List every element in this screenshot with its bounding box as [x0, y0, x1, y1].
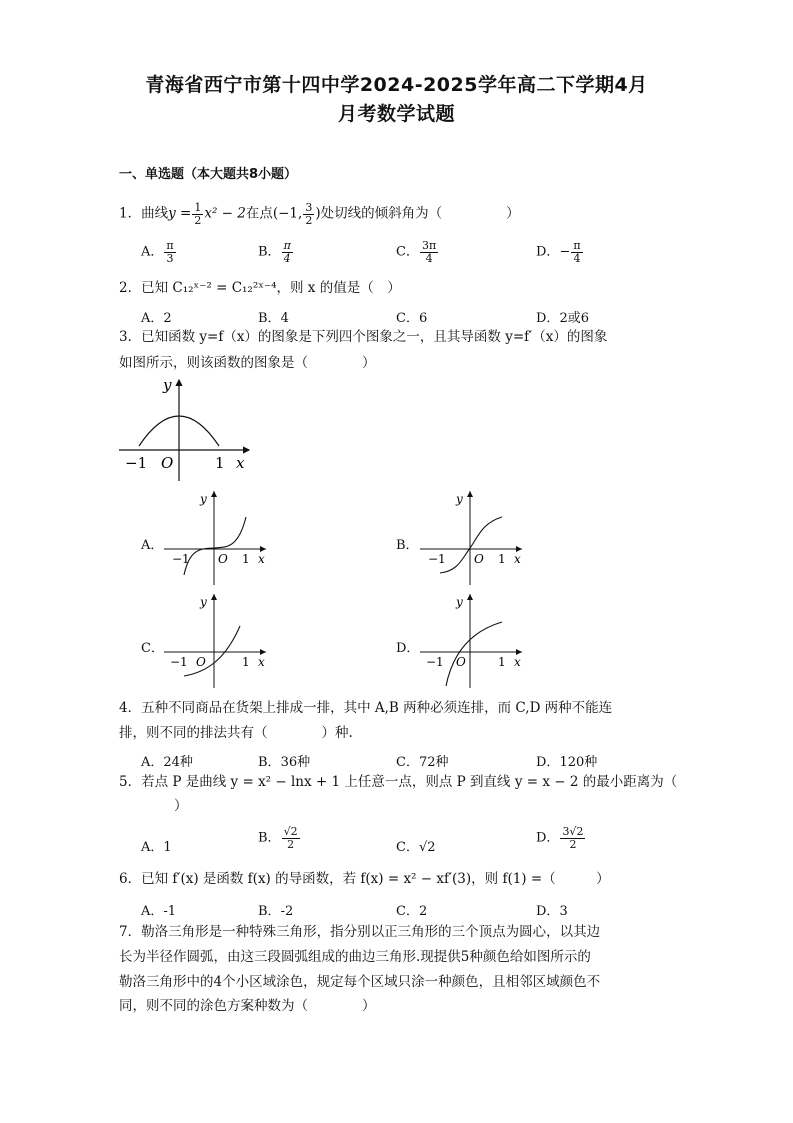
- question-3-line1: 3．已知函数 y=f（x）的图象是下列四个图象之一，且其导函数 y=f′（x）的图象: [119, 329, 608, 345]
- y-label: y: [200, 492, 207, 506]
- question-number: 1．: [119, 205, 142, 222]
- question-3-line2: 如图所示，则该函数的图象是（ ）: [119, 355, 376, 371]
- q6-option-c[interactable]: C．2: [396, 904, 428, 919]
- q1-option-c[interactable]: C． $\frac{3\pi}{4}$: [396, 239, 437, 265]
- question-2: 2．已知 C₁₂ˣ⁻² = C₁₂²ˣ⁻⁴，则 x 的值是（ ）: [119, 280, 401, 296]
- q5-option-d[interactable]: D． $\frac{3√2}{2}$: [536, 825, 584, 851]
- fraction: $\frac{3}{2}$: [305, 201, 313, 227]
- y-label: y: [163, 376, 172, 394]
- fraction: $\frac{1}{2}$: [194, 201, 202, 227]
- question-7-line3: 勒洛三角形中的4个小区域涂色，规定每个区域只涂一种颜色，且相邻区域颜色不: [119, 974, 601, 990]
- graph-option-b[interactable]: [418, 487, 528, 587]
- y-label: y: [456, 492, 463, 506]
- question-7-line4: 同，则不同的涂色方案种数为（ ）: [119, 998, 376, 1014]
- question-4-line2: 排，则不同的排法共有（ ）种.: [119, 725, 353, 741]
- q6-option-d[interactable]: D．3: [536, 904, 568, 919]
- q2-option-d[interactable]: D．2或6: [536, 311, 589, 326]
- question-5-line2: ）: [174, 798, 188, 814]
- q3-option-c[interactable]: C．: [141, 641, 164, 656]
- origin-label: O: [218, 552, 228, 566]
- one-label: 1: [242, 655, 250, 669]
- y-label: y: [200, 595, 207, 609]
- question-5-line1: 5．若点 P 是曲线 y = x² − lnx + 1 上任意一点，则点 P 到直线 y = x − 2 的最小距离为（: [119, 774, 678, 790]
- q5-option-b[interactable]: B． $\frac{√2}{2}$: [258, 825, 298, 851]
- origin-label: O: [474, 552, 484, 566]
- x-label: x: [258, 552, 265, 566]
- q1-option-d[interactable]: D．− $\frac{\pi}{4}$: [536, 239, 581, 265]
- one-label: 1: [215, 454, 225, 472]
- question-6: 6．已知 f′(x) 是函数 f(x) 的导函数，若 f(x) = x² − xf′(3)，则 f(1) =（ ）: [119, 871, 610, 887]
- y-label: y: [456, 595, 463, 609]
- graph-option-d[interactable]: [418, 590, 528, 690]
- q4-option-b[interactable]: B．36种: [258, 755, 311, 770]
- graph-option-c[interactable]: [162, 590, 272, 690]
- one-label: 1: [498, 552, 506, 566]
- q2-option-b[interactable]: B．4: [258, 311, 289, 326]
- q4-option-d[interactable]: D．120种: [536, 755, 598, 770]
- question-1: 1．曲线y = $\frac{1}{2}$ x² − 2在点(−1, $\frac{3}{2}$ )处切线的倾斜角为（ ）: [119, 201, 520, 227]
- section-heading: 一、单选题（本大题共8小题）: [119, 167, 298, 182]
- x-label: x: [514, 655, 521, 669]
- q2-option-a[interactable]: A．2: [141, 311, 172, 326]
- q5-option-c[interactable]: C．√2: [396, 840, 436, 855]
- origin-label: O: [161, 454, 174, 472]
- q2-option-c[interactable]: C．6: [396, 311, 428, 326]
- neg-one-label: −1: [125, 454, 148, 472]
- q1-option-a[interactable]: A． $\frac{\pi}{3}$: [141, 239, 174, 265]
- neg-one-label: −1: [172, 552, 190, 566]
- x-label: x: [258, 655, 265, 669]
- page-title-line1: 青海省西宁市第十四中学2024-2025学年高二下学期4月: [145, 74, 648, 96]
- q5-option-a[interactable]: A．1: [141, 840, 172, 855]
- graph-option-a[interactable]: [162, 487, 272, 587]
- q1-option-b[interactable]: B． $\frac{\pi}{4}$: [258, 239, 291, 265]
- derivative-graph: [119, 376, 254, 486]
- q3-option-b[interactable]: B．: [396, 538, 419, 553]
- q4-option-c[interactable]: C．72种: [396, 755, 449, 770]
- q3-option-d[interactable]: D．: [396, 641, 420, 656]
- neg-one-label: −1: [428, 552, 446, 566]
- origin-label: O: [196, 655, 206, 669]
- neg-one-label: −1: [426, 655, 444, 669]
- one-label: 1: [498, 655, 506, 669]
- q6-option-b[interactable]: B．-2: [258, 904, 294, 919]
- origin-label: O: [456, 655, 466, 669]
- x-label: x: [236, 454, 245, 472]
- q3-option-a[interactable]: A．: [141, 538, 164, 553]
- question-7-line2: 长为半径作圆弧，由这三段圆弧组成的曲边三角形.现提供5种颜色给如图所示的: [119, 949, 591, 965]
- neg-one-label: −1: [170, 655, 188, 669]
- q6-option-a[interactable]: A．-1: [141, 904, 177, 919]
- question-4-line1: 4．五种不同商品在货架上排成一排，其中 A,B 两种必须连排，而 C,D 两种不能连: [119, 700, 613, 716]
- page-title-line2: 月考数学试题: [337, 103, 455, 125]
- q4-option-a[interactable]: A．24种: [141, 755, 193, 770]
- x-label: x: [514, 552, 521, 566]
- one-label: 1: [242, 552, 250, 566]
- question-7-line1: 7．勒洛三角形是一种特殊三角形，指分别以正三角形的三个顶点为圆心，以其边: [119, 924, 601, 940]
